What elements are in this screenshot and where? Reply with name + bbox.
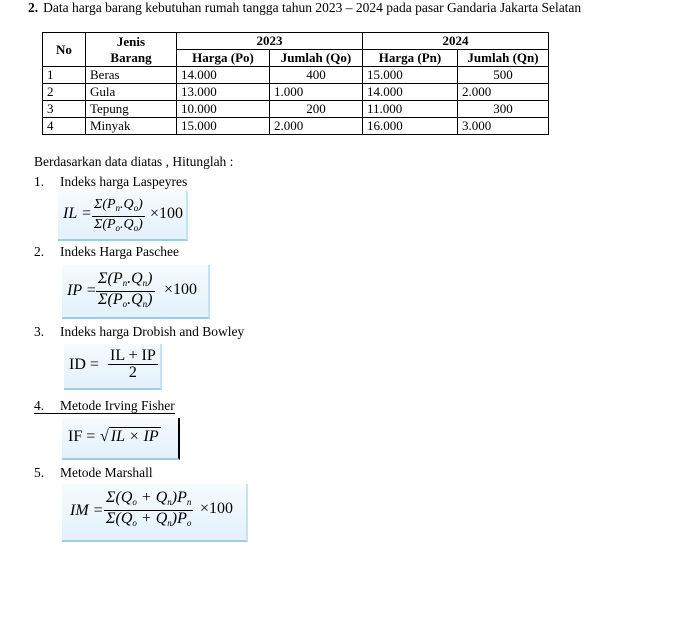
header-jumlah-qn: Jumlah (Qn) — [458, 50, 549, 67]
formula-paschee — [62, 265, 210, 319]
formula-drobish — [64, 344, 162, 390]
item-number: 2. — [34, 244, 45, 259]
intro-text: Berdasarkan data diatas , Hitunglah : — [34, 154, 234, 169]
item-label: Indeks harga Drobish and Bowley — [60, 324, 245, 339]
table-row — [43, 118, 549, 135]
cell-qn: 2.000 — [458, 84, 549, 101]
cell-pn: 15.000 — [363, 67, 458, 84]
formula-ip-lhs: IP = — [67, 282, 97, 299]
formula-fisher — [62, 418, 180, 460]
formula-if-radicand: IL × IP — [110, 428, 159, 445]
header-no: No — [43, 33, 86, 67]
item-label: Indeks Harga Paschee — [60, 244, 179, 259]
cell-no: 3 — [43, 101, 86, 118]
formula-il-lhs: IL = — [63, 205, 92, 222]
cell-no: 4 — [43, 118, 86, 135]
cell-po: 13.000 — [177, 84, 270, 101]
header-jenis-barang — [86, 33, 177, 67]
cell-qn: 500 — [458, 67, 549, 84]
cell-barang: Tepung — [86, 101, 177, 118]
item-number: 1. — [34, 174, 45, 189]
list-item — [34, 244, 179, 260]
list-item — [34, 174, 187, 190]
cell-no: 1 — [43, 67, 86, 84]
formula-id-fraction — [108, 348, 158, 381]
question-title — [28, 0, 628, 15]
cell-qo: 2.000 — [270, 118, 363, 135]
formula-if-lhs: IF = — [68, 428, 96, 445]
item-label: Indeks harga Laspeyres — [60, 174, 188, 189]
formula-ip-fraction: $\frac{\Sigma(P_n.Q_n)}{\Sigma(P_o.Q_n)}$ — [98, 270, 153, 309]
header-jenis: Jenis — [116, 33, 146, 49]
cell-qo: 1.000 — [270, 84, 363, 101]
cell-qo: 200 — [270, 101, 363, 118]
list-item — [34, 465, 153, 481]
item-number: 4. — [34, 398, 45, 413]
cell-qo: 400 — [270, 67, 363, 84]
header-harga-po: Harga (Po) — [177, 50, 270, 67]
formula-id-num: IL + IP — [110, 347, 156, 364]
header-year-2024: 2024 — [363, 33, 549, 50]
formula-if-root: √ IL × IP — [100, 428, 159, 445]
cell-po: 15.000 — [177, 118, 270, 135]
formula-laspeyres — [58, 191, 188, 241]
list-item — [34, 399, 175, 414]
table-row — [43, 67, 549, 84]
table-row — [43, 101, 549, 118]
cell-pn: 14.000 — [363, 84, 458, 101]
price-table — [42, 32, 549, 135]
list-item — [34, 324, 244, 340]
cell-barang: Gula — [86, 84, 177, 101]
formula-marshall — [62, 484, 248, 542]
cell-qn: 300 — [458, 101, 549, 118]
formula-im-fraction: $\frac{\Sigma(Q_o + Q_n)P_n}{\Sigma(Q_o + Q_n)P_o}$ — [106, 489, 192, 528]
formula-il-tail: ×100 — [150, 205, 184, 222]
formula-id-lhs: ID = — [69, 356, 99, 373]
header-year-2023: 2023 — [177, 33, 363, 50]
question-number: 2. — [28, 0, 39, 15]
header-barang: Barang — [110, 49, 152, 65]
cell-qn: 3.000 — [458, 118, 549, 135]
cell-barang: Beras — [86, 67, 177, 84]
cell-barang: Minyak — [86, 118, 177, 135]
formula-il-fraction: $\frac{\Sigma(P_n.Q_o)}{\Sigma(P_o.Q_o)}$ — [94, 197, 143, 233]
cell-po: 14.000 — [177, 67, 270, 84]
item-label: Metode Irving Fisher — [60, 398, 175, 413]
formula-im-tail: ×100 — [200, 500, 234, 517]
cell-pn: 16.000 — [363, 118, 458, 135]
item-label: Metode Marshall — [60, 465, 153, 480]
formula-id-den: 2 — [128, 364, 137, 381]
formula-ip-tail: ×100 — [164, 281, 198, 298]
cell-no: 2 — [43, 84, 86, 101]
item-number: 3. — [34, 324, 45, 339]
cell-po: 10.000 — [177, 101, 270, 118]
header-jumlah-qo: Jumlah (Qo) — [270, 50, 363, 67]
item-number: 5. — [34, 465, 45, 480]
header-harga-pn: Harga (Pn) — [363, 50, 458, 67]
cell-pn: 11.000 — [363, 101, 458, 118]
table-row — [43, 84, 549, 101]
question-text: Data harga barang kebutuhan rumah tangga tahun 2023 – 2024 pada pasar Gandaria Jakarta Selatan — [43, 0, 582, 15]
formula-im-lhs: IM = — [70, 502, 104, 519]
